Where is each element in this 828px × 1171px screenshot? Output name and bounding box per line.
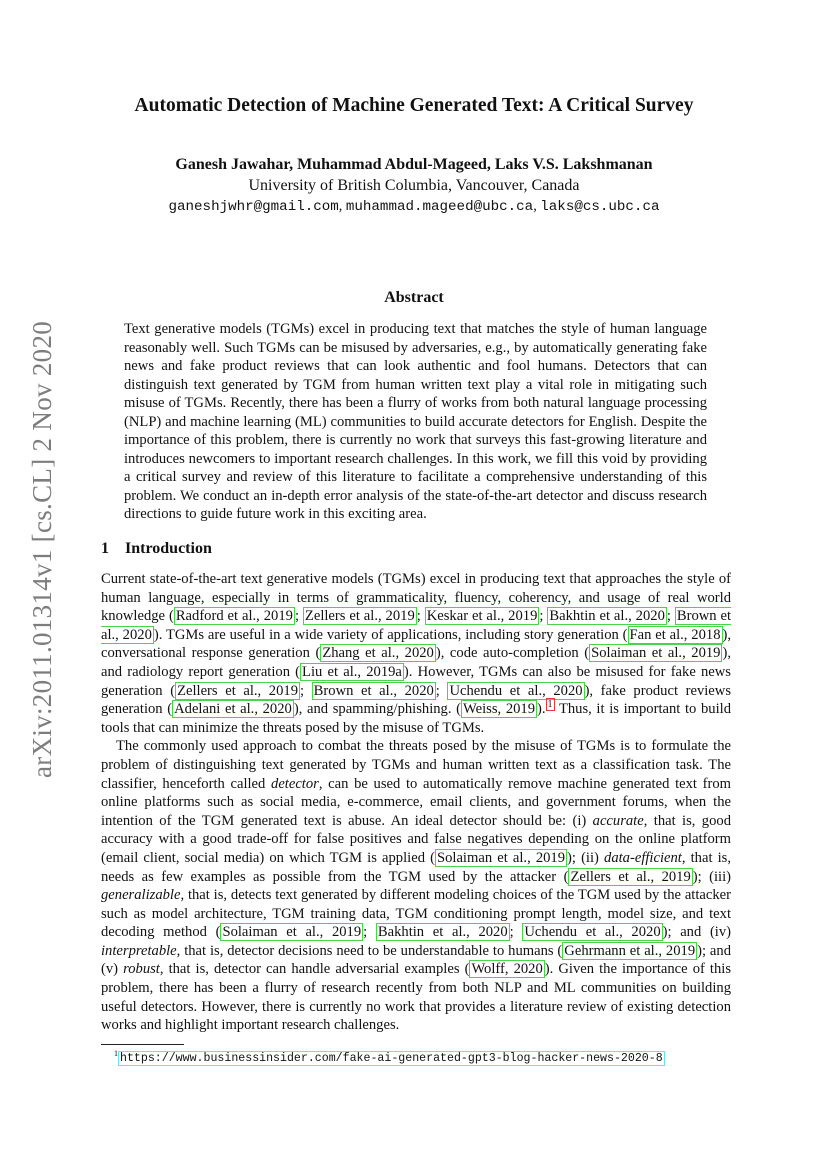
citation-link[interactable]: Gehrmann et al., 2019 xyxy=(564,942,696,959)
abstract-heading: Abstract xyxy=(384,289,444,306)
citation-link[interactable]: Wolff, 2020 xyxy=(471,961,543,978)
email-3[interactable]: laks@cs.ubc.ca xyxy=(540,199,660,215)
section-number: 1 xyxy=(101,540,109,557)
arxiv-side-label: arXiv:2011.01314v1 [cs.CL] 2 Nov 2020 xyxy=(27,320,57,778)
paper-title: Automatic Detection of Machine Generated Text: A Critical Survey xyxy=(134,95,694,116)
email-list: ganeshjwhr@gmail.com, muhammad.mageed@ubc.ca, laks@cs.ubc.ca xyxy=(168,198,660,215)
citation-link[interactable]: Bakhtin et al., 2020 xyxy=(549,608,665,625)
citation-link[interactable]: Zellers et al., 2019 xyxy=(304,608,415,625)
affiliation: University of British Columbia, Vancouver, Canada xyxy=(248,177,580,194)
citation-link[interactable]: Fan et al., 2018 xyxy=(629,626,721,643)
citation-link[interactable]: Uchendu et al., 2020 xyxy=(524,924,661,941)
citation-link[interactable]: Brown et al., 2020 xyxy=(101,608,732,643)
footnote-rule xyxy=(101,1044,184,1045)
introduction-body xyxy=(101,570,731,1035)
footnote-ref-link[interactable]: 1 xyxy=(547,699,553,711)
citation-link[interactable]: Keskar et al., 2019 xyxy=(426,608,538,625)
citation-link[interactable]: Uchendu et al., 2020 xyxy=(449,682,583,699)
email-2[interactable]: muhammad.mageed@ubc.ca xyxy=(345,199,534,215)
abstract-text: Text generative models (TGMs) excel in producing text that matches the style of human language reasonably well. Such TGMs can be misused by adversaries, e.g., by automatically generating fake news and fake product reviews that can look authentic and fool humans. Detectors that can distinguish text generated by TGM from human written text play a vital role in mitigating such misuse of TGMs. Recently, there has been a flurry of works from both natural language processing (NLP) and machine learning (ML) communities to build accurate detectors for English. Despite the importance of this problem, there is currently no work that surveys this fast-growing literature and introduces newcomers to important research challenges. In this work, we fill this void by providing a critical survey and review of this literature to facilitate a comprehensive understanding of this problem. We conduct an in-depth error analysis of the state-of-the-art detector and discuss research directions to guide future work in this exciting area. xyxy=(124,321,707,522)
section-heading xyxy=(101,540,212,558)
paragraph-1: Current state-of-the-art text generative models (TGMs) excel in producing text that approaches the style of human language, especially in terms of grammaticality, fluency, coherency, and usage of real world knowledge ( Radford et al., 2019 ; Zellers et al., 2019 ; Keskar et al., 2019 ; Bakhtin et al., 2020 ; Brown et al., 2020 ). TGMs are useful in a wide variety of applications, including story generation ( Fan et al., 2018 ), conversational response generation ( Zhang et al., 2020 ), code auto-completion ( Solaiman et al., 2019 ), and radiology report generation ( Liu et al., 2019a ). However, TGMs can also be misused for fake news generation ( Zellers et al., 2019 ; Brown et al., 2020 ; Uchendu et al., 2020 ), fake product reviews generation ( Adelani et al., 2020 ), and spamming/phishing. ( Weiss, 2019 ). $^1$ Thus, it is important to build tools that can minimize the threats posed by the misuse of TGMs. xyxy=(101,571,732,736)
paragraph-2: The commonly used approach to combat the threats posed by the misuse of TGMs is to formulate the problem of distinguishing text generated by TGMs and human written text as a classification task. The classifier, henceforth called detector, can be used to automatically remove machine generated text from online platforms such as social media, e-commerce, email clients, and government forums, when the intention of the TGM generated text is abuse. An ideal detector should be: (i) accurate, that is, good accuracy with a good trade-off for false positives and false negatives depending on the online platform (email client, social media) on which TGM is applied ( Solaiman et al., 2019 ); (ii) data-efficient, that is, needs as few examples as possible from the TGM used by the attacker ( Zellers et al., 2019 ); (iii) generalizable, that is, detects text generated by different modeling choices of the TGM used by the attacker such as model architecture, TGM training data, TGM conditioning prompt length, model size, and text decoding method ( Solaiman et al., 2019 ; Bakhtin et al., 2020 ; Uchendu et al., 2020 ); and (iv) interpretable, that is, detector decisions need to be understandable to humans ( Gehrmann et al., 2019 ); and (v) robust, that is, detector can handle adversarial examples ( Wolff, 2020 ). Given the importance of this problem, there has been a flurry of research recently from both NLP and ML communities on building useful detectors. However, there is currently no work that provides a literature review of existing detection works and highlight important research challenges. xyxy=(101,738,732,1034)
section-title: Introduction xyxy=(125,540,212,557)
citation-link[interactable]: Radford et al., 2019 xyxy=(175,608,293,625)
citation-link[interactable]: Solaiman et al., 2019 xyxy=(591,645,721,662)
citation-link[interactable]: Zellers et al., 2019 xyxy=(570,868,691,885)
citation-link[interactable]: Zellers et al., 2019 xyxy=(177,682,298,699)
citation-link[interactable]: Solaiman et al., 2019 xyxy=(436,849,566,866)
citation-link[interactable]: Brown et al., 2020 xyxy=(313,682,434,699)
citation-link[interactable]: Solaiman et al., 2019 xyxy=(222,924,362,941)
author-list: Ganesh Jawahar, Muhammad Abdul-Mageed, Laks V.S. Lakshmanan xyxy=(175,156,653,173)
citation-link[interactable]: Zhang et al., 2020 xyxy=(322,645,434,662)
email-1[interactable]: ganeshjwhr@gmail.com xyxy=(168,199,339,215)
citation-link[interactable]: Weiss, 2019 xyxy=(463,701,536,718)
footnote-mark: 1 xyxy=(114,1049,118,1058)
footnote-url-link[interactable]: https://www.businessinsider.com/fake-ai-generated-gpt3-blog-hacker-news-2020-8 xyxy=(120,1052,663,1065)
citation-link[interactable]: Liu et al., 2019a xyxy=(302,663,402,680)
citation-link[interactable]: Bakhtin et al., 2020 xyxy=(377,924,508,941)
footnote xyxy=(114,1049,665,1065)
citation-link[interactable]: Adelani et al., 2020 xyxy=(174,701,292,718)
